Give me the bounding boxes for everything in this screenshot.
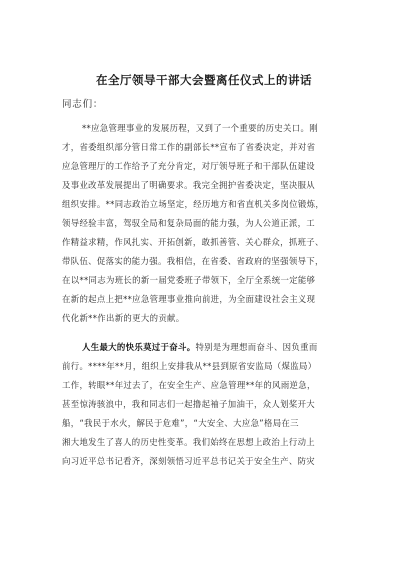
paragraph-line: **应急管理事业的发展历程，又到了一个重要的历史关口。刚 [82,123,318,133]
paragraph-heading-rest: 特别是为理想而奋斗、因负重而 [195,342,318,352]
paragraph-line: 组织安排。**同志政治立场坚定，经历地方和省直机关多岗位锻炼， [62,199,325,209]
salutation: 同志们： [62,99,104,110]
paragraph-line: 应急管理厅的工作给予了充分肯定，对厅领导班子和干部队伍建设 [62,161,316,171]
paragraph-line: 甚至惊涛骇浪中，我和同志们一起撸起袖子加油干，众人划桨开大 [62,399,316,409]
paragraph-line: 及事业改革发展提出了明确要求。我完全拥护省委决定，坚决服从 [62,180,316,190]
paragraph-1 [62,119,352,328]
paragraph-2 [62,338,352,471]
paragraph-heading: 人生最大的快乐莫过于奋斗。 [82,342,196,352]
paragraph-line [62,338,352,357]
paragraph-line: 才，省委组织部分管日常工作的副部长**宣布了省委决定，并对省 [62,142,316,152]
paragraph-line: 带队伍、促落实的能力强。我相信，在省委、省政府的坚强领导下， [62,256,324,266]
paragraph-line: 工作，转眼**年过去了，在安全生产、应急管理**年的风雨逆急， [62,380,316,390]
paragraph-line: 湘大地发生了喜人的历史性变革。我们始终在思想上政治上行动上 [62,437,316,447]
paragraph-line: 代化新**作出新的更大的贡献。 [62,313,185,323]
paragraph-line: 船，“我民于水火，解民于危难”，“大安全、大应急”格局在三 [62,418,299,428]
paragraph-line: 前行。****年**月，组织上安排我从**县到原省安监局（煤监局） [62,361,317,371]
paragraph-line: 在以**同志为班长的新一届党委班子带领下，全厅全系统一定能够 [62,275,316,285]
paragraph-line: 在新的起点上把**应急管理事业推向前进，为全面建设社会主义现 [62,294,316,304]
paragraph-line: 作精益求精，作风扎实、开拓创新，敢抓善管、关心群众，抓班子、 [62,237,324,247]
paragraph-line: 向习近平总书记看齐，深刻领悟习近平总书记关于安全生产、防灾 [62,456,316,466]
document-title: 在全厅领导干部大会暨离任仪式上的讲话 [96,73,312,87]
paragraph-line: 领导经验丰富，驾驭全局和复杂局面的能力强，为人公道正派，工 [62,218,316,228]
